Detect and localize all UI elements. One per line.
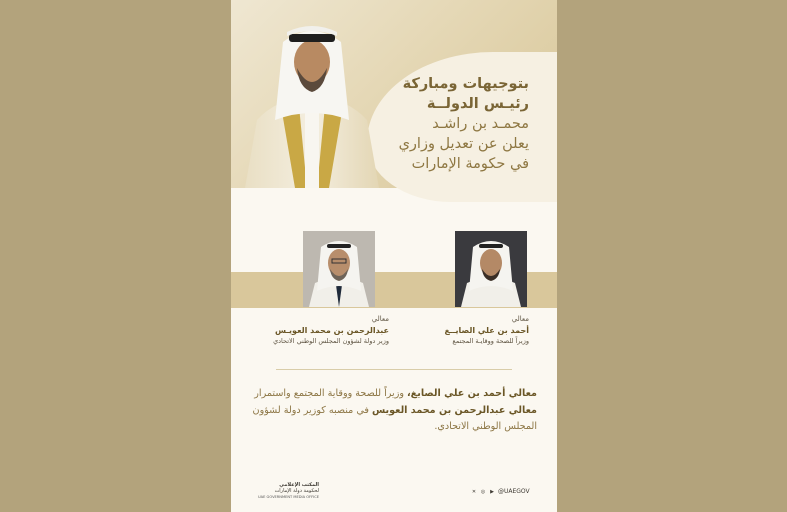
minister-2-title: معالي <box>371 315 389 323</box>
minister-1-position: وزيراً للصحة ووقايـة المجتمع <box>452 337 529 345</box>
media-office-logo <box>257 482 319 500</box>
hero-section <box>231 0 557 188</box>
divider-line <box>276 369 512 370</box>
minister-1-caption <box>379 314 529 347</box>
headline-line-5: في حكومة الإمارات <box>411 156 529 172</box>
announcement-poster <box>231 0 557 512</box>
headline-line-3: محمـد بن راشـد <box>432 116 529 132</box>
youtube-icon[interactable]: ▶ <box>490 488 494 495</box>
minister-1-photo <box>455 231 527 307</box>
minister-1-name: أحمد بن علي الصايــغ <box>444 326 529 335</box>
body-text-1: وزيراً للصحة ووقاية المجتمع واستمرار <box>254 388 408 399</box>
social-handles <box>471 488 530 495</box>
minister-2-name: عبدالرحمن بن محمد العويـس <box>275 326 389 335</box>
body-text-2: في منصبه كوزير دولة لشؤون المجلس الوطني الاتحادي. <box>252 404 537 433</box>
footer <box>231 478 557 512</box>
body-name-1: معالي أحمد بن علي الصايغ، <box>407 388 537 399</box>
x-icon[interactable]: ✕ <box>471 488 477 495</box>
headline-line-4: يعلن عن تعديل وزاري <box>398 136 529 152</box>
instagram-icon[interactable]: ◎ <box>480 488 486 495</box>
minister-2-photo <box>303 231 375 307</box>
social-handle[interactable]: @UAEGOV <box>498 488 530 495</box>
minister-1-title: معالي <box>511 315 529 323</box>
headline-line-1: بتوجيهات ومباركة <box>402 76 529 92</box>
minister-2-position: وزير دولة لشؤون المجلس الوطني الاتحادي <box>273 337 389 345</box>
logo-ar-line-2: لحكومة دولة الإمارات <box>274 488 319 494</box>
logo-en: UAE GOVERNMENT MEDIA OFFICE <box>258 495 319 499</box>
headline <box>349 74 529 174</box>
announcement-body <box>251 386 537 436</box>
body-name-2: معالي عبدالرحمن بن محمد العويس <box>371 404 537 416</box>
minister-2-caption <box>239 314 389 347</box>
logo-ar-line-1: المكتب الإعلامي <box>279 482 319 488</box>
headline-line-2: رئيـس الدولــة <box>426 96 529 112</box>
